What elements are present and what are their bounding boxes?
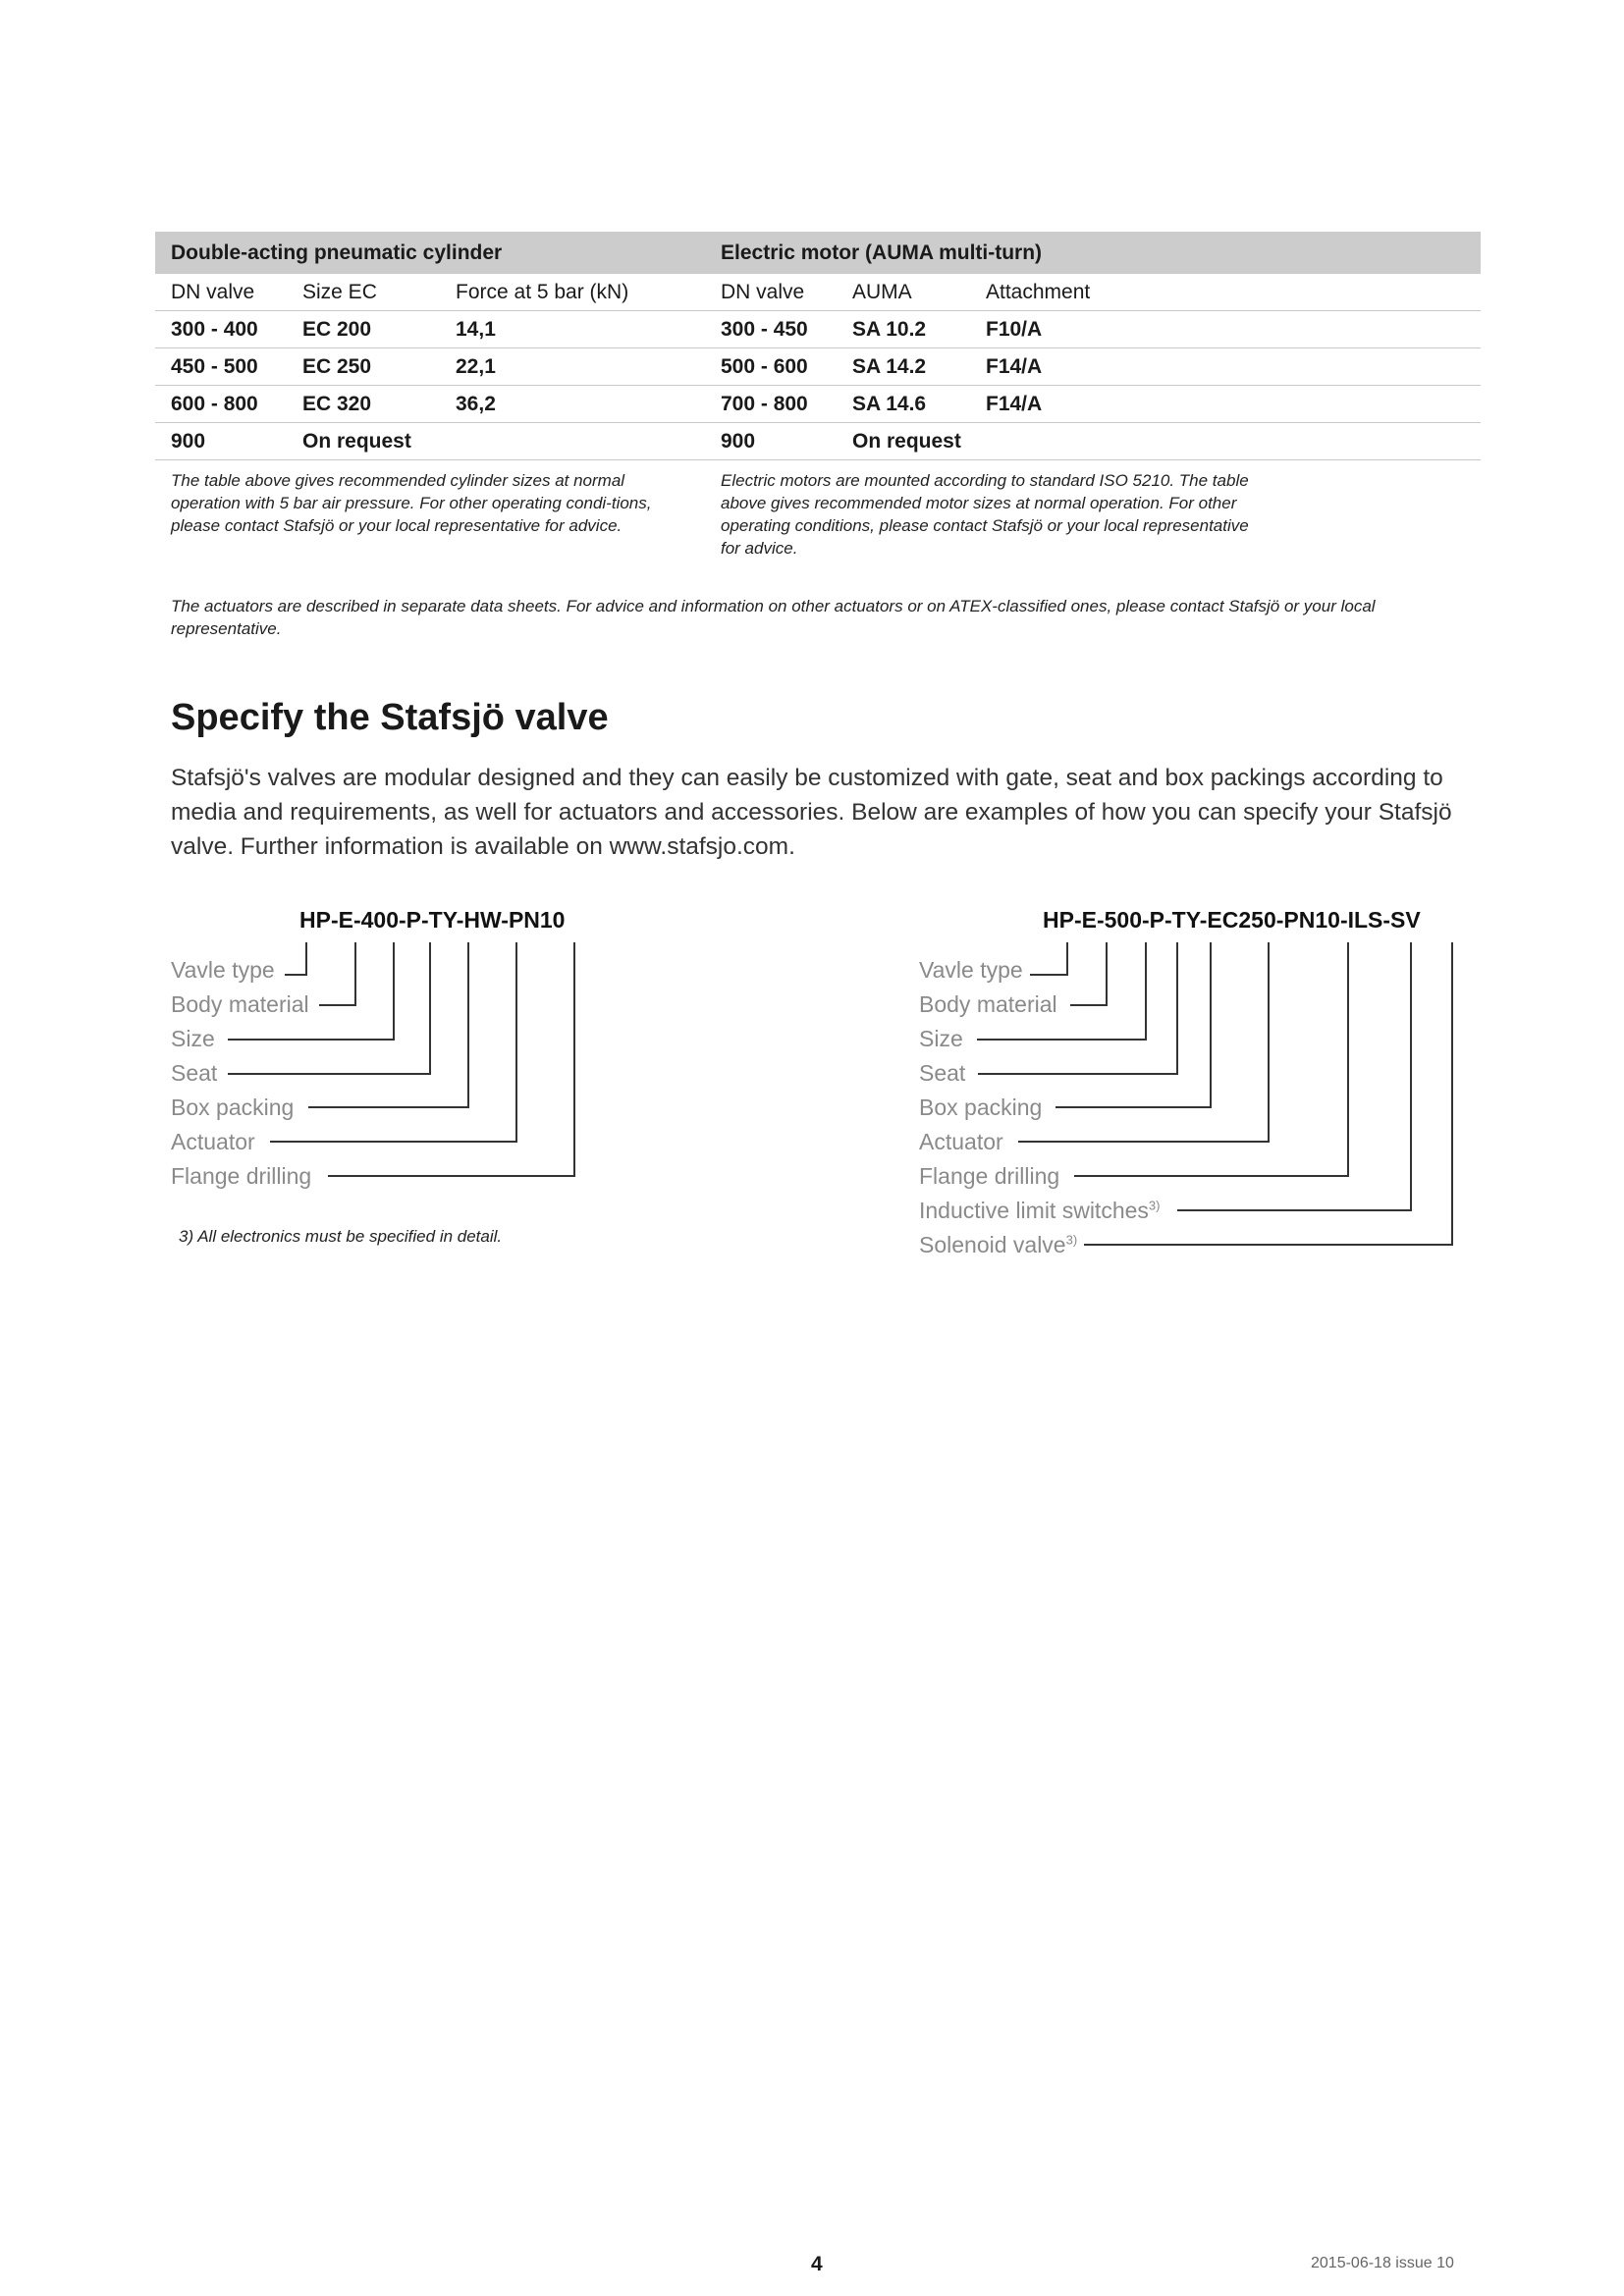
column-header: Force at 5 bar (kN)	[456, 281, 629, 303]
table-cell: 500 - 600	[721, 355, 808, 378]
spec-label: Flange drilling	[919, 1163, 1060, 1189]
spec-label: Body material	[171, 991, 309, 1017]
table-cell: On request	[852, 430, 961, 453]
connector-line	[1070, 1004, 1107, 1006]
connector-line	[308, 1106, 468, 1108]
footnote-ref: 3)	[1065, 1232, 1078, 1248]
connector-line	[1451, 942, 1453, 1246]
cylinder-table-note: The table above gives recommended cylinder sizes at normal operation with 5 bar air pressure. For other operating condi-tions, please contact Stafsjö or your local representative for advice.	[171, 471, 652, 535]
connector-line	[393, 942, 395, 1041]
table-header-row	[155, 274, 705, 311]
connector-line	[228, 1039, 394, 1041]
connector-line	[467, 942, 469, 1108]
connector-line	[1145, 942, 1147, 1041]
connector-line	[1410, 942, 1412, 1211]
spec-label-text: Solenoid valve	[919, 1232, 1066, 1257]
table-cell: 14,1	[456, 318, 496, 341]
footnote: 3) All electronics must be specified in detail.	[179, 1227, 503, 1246]
table-cell: On request	[302, 430, 411, 453]
spec-label: Vavle type	[171, 957, 275, 983]
connector-line	[1177, 1209, 1411, 1211]
connector-line	[515, 942, 517, 1143]
motor-table-note: Electric motors are mounted according to standard ISO 5210. The table above gives recommended motor sizes at normal operation. For other operating conditions, please contact Stafsjö or your local representative for advice.	[721, 471, 1249, 558]
connector-line	[978, 1073, 1177, 1075]
table-cell: SA 14.2	[852, 355, 927, 378]
spec-label: Size	[171, 1026, 215, 1051]
connector-line	[270, 1141, 516, 1143]
connector-line	[573, 942, 575, 1177]
connector-line	[1074, 1175, 1348, 1177]
table-row	[155, 423, 705, 460]
spec-label: Seat	[919, 1060, 966, 1086]
table-row	[155, 311, 705, 348]
column-header: DN valve	[171, 281, 255, 303]
table-row	[155, 386, 705, 423]
connector-line	[285, 974, 306, 976]
connector-line	[1018, 1141, 1269, 1143]
table-cell: EC 200	[302, 318, 372, 341]
spec-label: Body material	[919, 991, 1057, 1017]
table-row	[705, 348, 1481, 386]
actuators-note: The actuators are described in separate data sheets. For advice and information on other actuators or on ATEX-classified ones, please contact Stafsjö or your local representative.	[171, 597, 1376, 638]
spec-code-right: HP-E-500-P-TY-EC250-PN10-ILS-SV	[1043, 907, 1421, 933]
table-row	[705, 423, 1481, 460]
connector-line	[1066, 942, 1068, 976]
table-cell: 600 - 800	[171, 393, 258, 415]
table-cell: SA 14.6	[852, 393, 927, 415]
connector-line	[1084, 1244, 1452, 1246]
spec-label: Box packing	[171, 1095, 295, 1120]
table-row	[705, 386, 1481, 423]
table-cell: EC 320	[302, 393, 372, 415]
connector-line	[1106, 942, 1108, 1006]
spec-code-left: HP-E-400-P-TY-HW-PN10	[299, 907, 566, 933]
connector-line	[429, 942, 431, 1075]
connector-line	[1030, 974, 1067, 976]
table-title: Electric motor (AUMA multi-turn)	[705, 232, 1481, 274]
connector-line	[1176, 942, 1178, 1075]
table-cell: SA 10.2	[852, 318, 927, 341]
spec-label: Size	[919, 1026, 963, 1051]
connector-line	[1056, 1106, 1211, 1108]
table-cell: 22,1	[456, 355, 496, 378]
table-cell: 450 - 500	[171, 355, 258, 378]
intro-paragraph: Stafsjö's valves are modular designed and they can easily be customized with gate, seat and box packings according to media and requirements, as well for actuators and accessories. Below are examples of how you can specify your Stafsjö valve. Further information is available on www.stafsjo.com.	[171, 765, 1452, 860]
table-cell: F14/A	[986, 393, 1043, 415]
table-header-row	[705, 274, 1481, 311]
table-cell: F14/A	[986, 355, 1043, 378]
table-cell: F10/A	[986, 318, 1043, 341]
table-cell: 300 - 450	[721, 318, 808, 341]
table-title: Double-acting pneumatic cylinder	[155, 232, 705, 274]
spec-label: Actuator	[919, 1129, 1003, 1154]
spec-label-with-note	[919, 1198, 1160, 1224]
table-cell: 36,2	[456, 393, 496, 415]
spec-label: Actuator	[171, 1129, 255, 1154]
spec-label: Box packing	[919, 1095, 1043, 1120]
connector-line	[977, 1039, 1146, 1041]
connector-line	[228, 1073, 430, 1075]
issue-date: 2015-06-18 issue 10	[1311, 2255, 1454, 2271]
connector-line	[354, 942, 356, 1006]
table-row	[155, 348, 705, 386]
connector-line	[1210, 942, 1212, 1108]
column-header: AUMA	[852, 281, 912, 303]
spec-label: Seat	[171, 1060, 218, 1086]
spec-label-with-note	[919, 1232, 1077, 1258]
column-header: DN valve	[721, 281, 805, 303]
page-number: 4	[811, 2253, 823, 2275]
table-cell: 300 - 400	[171, 318, 258, 341]
table-cell: EC 250	[302, 355, 372, 378]
connector-line	[1268, 942, 1270, 1143]
table-cell: 700 - 800	[721, 393, 808, 415]
table-row	[705, 311, 1481, 348]
spec-label: Flange drilling	[171, 1163, 312, 1189]
connector-line	[328, 1175, 574, 1177]
footnote-ref: 3)	[1148, 1198, 1161, 1213]
table-cell: 900	[171, 430, 206, 453]
table-cell: 900	[721, 430, 756, 453]
connector-line	[319, 1004, 355, 1006]
section-title: Specify the Stafsjö valve	[171, 697, 609, 738]
pneumatic-cylinder-table	[155, 232, 705, 460]
column-header: Size EC	[302, 281, 377, 303]
connector-line	[1347, 942, 1349, 1177]
column-header: Attachment	[986, 281, 1091, 303]
spec-label-text: Inductive limit switches	[919, 1198, 1149, 1223]
connector-line	[305, 942, 307, 976]
spec-label: Vavle type	[919, 957, 1023, 983]
electric-motor-table	[705, 232, 1481, 460]
